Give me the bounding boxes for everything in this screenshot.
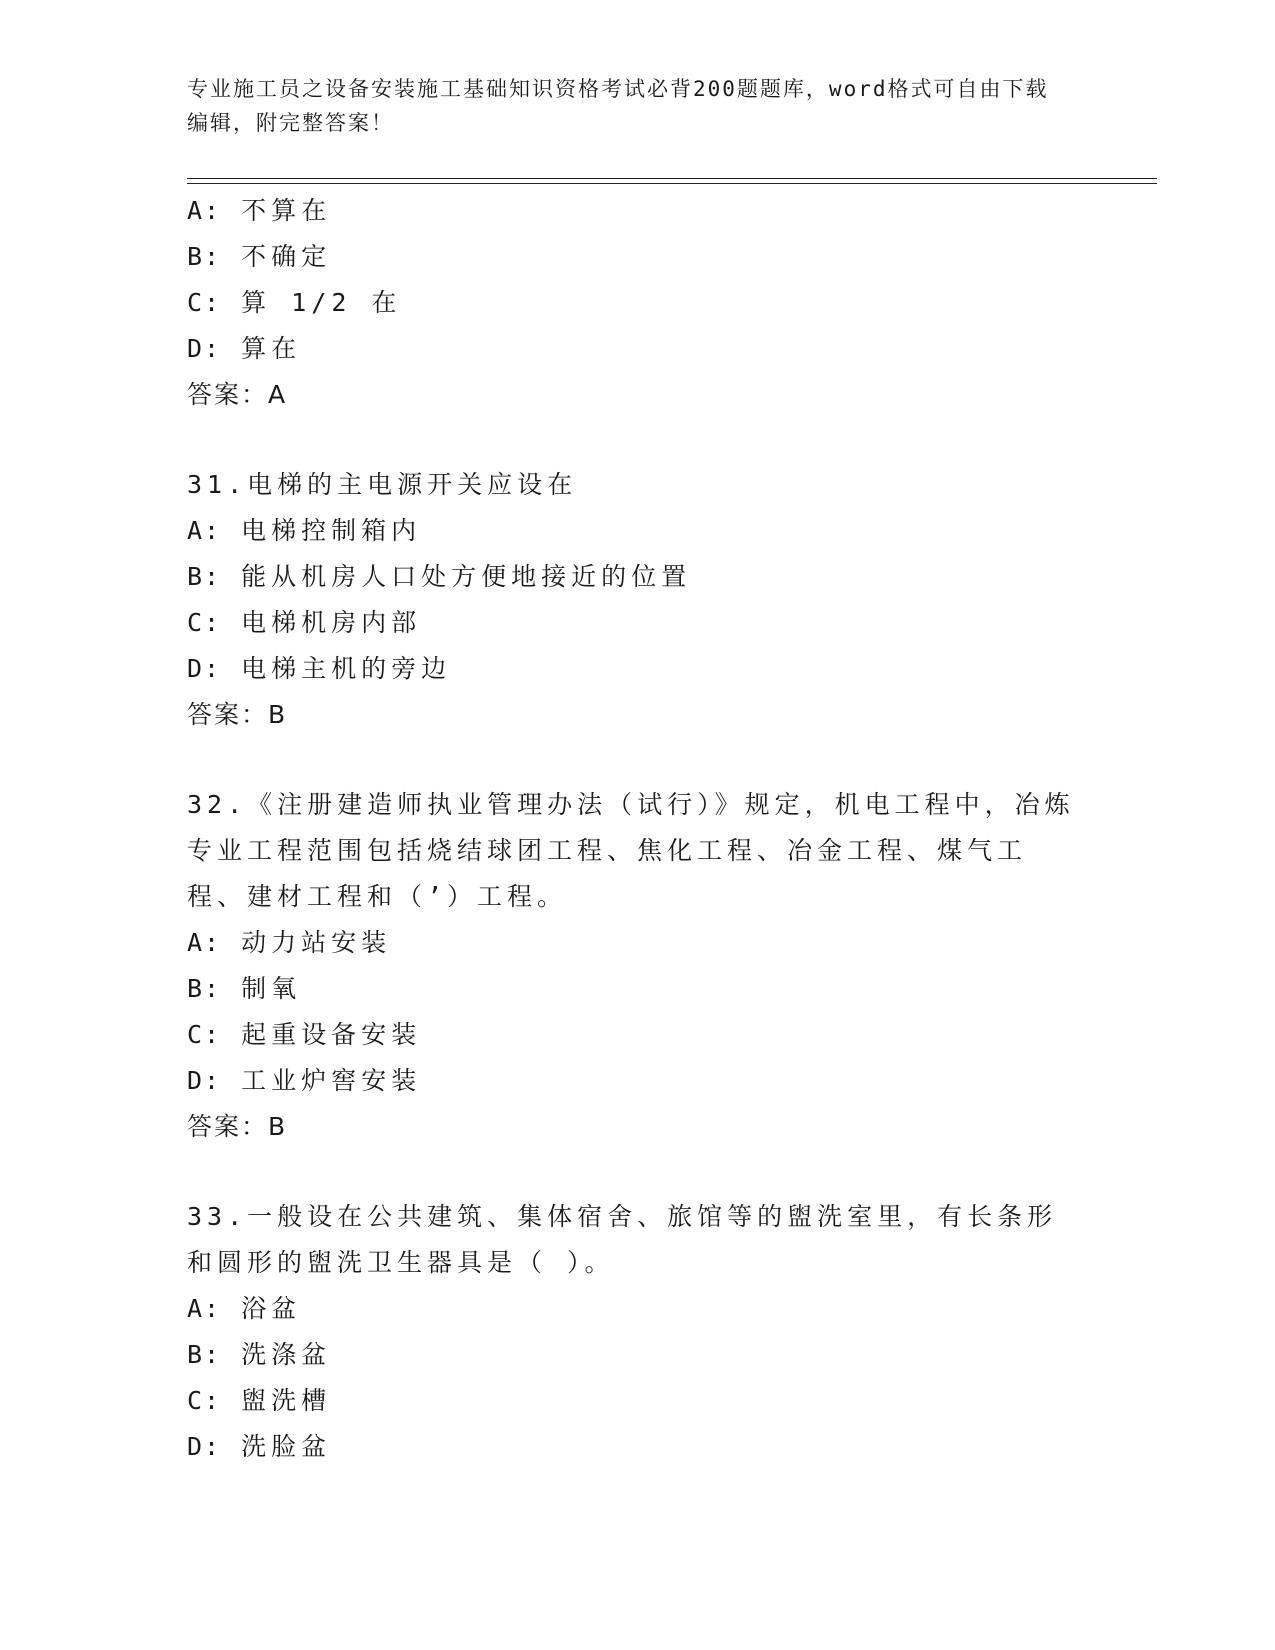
question-list <box>187 188 1087 1470</box>
question-32-block <box>187 782 1087 1150</box>
option-c: C: 起重设备安装 <box>187 1020 422 1049</box>
option-d: D: 洗脸盆 <box>187 1432 332 1461</box>
option-a: A: 浴盆 <box>187 1294 302 1323</box>
question-text: 31.电梯的主电源开关应设在 <box>187 470 578 499</box>
option-b: B: 能从机房人口处方便地接近的位置 <box>187 562 692 591</box>
question-30-block <box>187 188 1087 418</box>
option-b: B: 洗涤盆 <box>187 1340 332 1369</box>
question-text: 32.《注册建造师执业管理办法（试行）》规定，机电工程中，冶炼专业工程范围包括烧结球团工程、焦化工程、冶金工程、煤气工程、建材工程和（’）工程。 <box>187 790 1075 911</box>
option-a: A: 电梯控制箱内 <box>187 516 422 545</box>
option-c: C: 算 1/2 在 <box>187 288 402 317</box>
answer-line: 答案：A <box>187 380 288 409</box>
spacer <box>187 1150 1087 1194</box>
option-d: D: 工业炉窖安装 <box>187 1066 422 1095</box>
document-header: 专业施工员之设备安装施工基础知识资格考试必背200题题库，word格式可自由下载编辑，附完整答案！ <box>187 77 1049 135</box>
option-b: B: 制氧 <box>187 974 302 1003</box>
answer-line: 答案：B <box>187 1112 288 1141</box>
header-rule-top <box>187 178 1157 179</box>
spacer <box>187 418 1087 462</box>
option-b: B: 不确定 <box>187 242 332 271</box>
question-31-block <box>187 462 1087 738</box>
question-33-block <box>187 1194 1087 1470</box>
option-c: C: 电梯机房内部 <box>187 608 422 637</box>
option-d: D: 电梯主机的旁边 <box>187 654 452 683</box>
header-rule-bottom <box>187 183 1157 184</box>
option-c: C: 盥洗槽 <box>187 1386 332 1415</box>
spacer <box>187 738 1087 782</box>
answer-line: 答案：B <box>187 700 288 729</box>
question-text: 33.一般设在公共建筑、集体宿舍、旅馆等的盥洗室里，有长条形和圆形的盥洗卫生器具是（ ）。 <box>187 1202 1058 1277</box>
option-d: D: 算在 <box>187 334 302 363</box>
option-a: A: 不算在 <box>187 196 332 225</box>
option-a: A: 动力站安装 <box>187 928 392 957</box>
